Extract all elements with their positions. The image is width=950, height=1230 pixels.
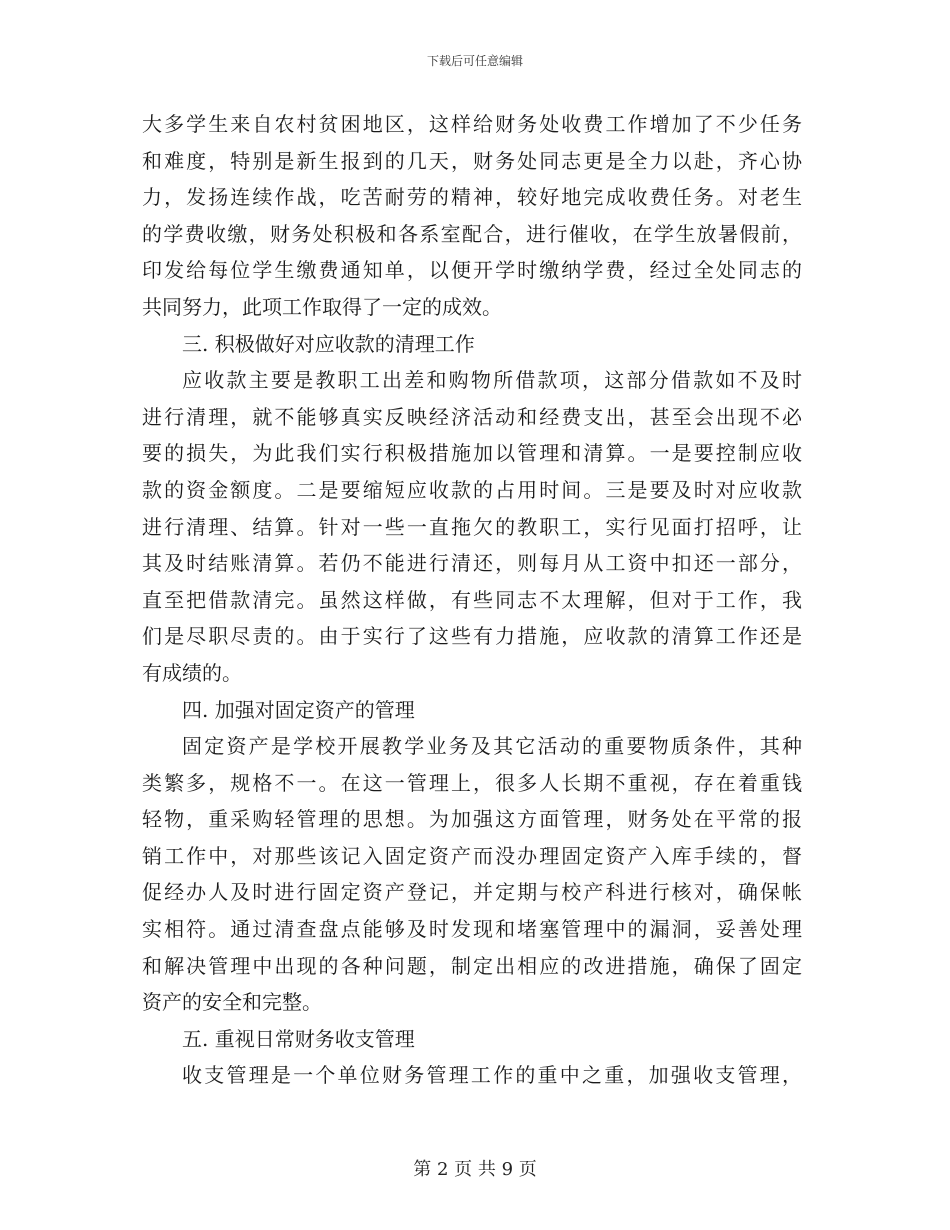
page-header: 下载后可任意编辑 [426,54,523,68]
text-line: 其及时结账清算。若仍不能进行清还，则每月从工资中扣还一部分， [142,551,802,576]
text-line: 三. 积极做好对应收款的清理工作 [182,331,475,356]
text-line: 促经办人及时进行固定资产登记，并定期与校产科进行核对，确保帐 [142,880,802,905]
text-line: 轻物，重采购轻管理的思想。为加强这方面管理，财务处在平常的报 [142,807,802,832]
text-line: 们是尽职尽责的。由于实行了这些有力措施，应收款的清算工作还是 [142,624,802,649]
text-line: 类繁多，规格不一。在这一管理上，很多人长期不重视，存在着重钱 [142,770,802,795]
text-line: 应收款主要是教职工出差和购物所借款项，这部分借款如不及时 [182,368,802,393]
text-line: 印发给每位学生缴费通知单，以便开学时缴纳学费，经过全处同志的 [142,258,802,283]
text-line: 和解决管理中出现的各种问题，制定出相应的改进措施，确保了固定 [142,953,802,978]
document-body [142,106,802,1094]
text-line: 资产的安全和完整。 [142,990,322,1015]
text-line: 进行清理，就不能够真实反映经济活动和经费支出，甚至会出现不必 [142,404,802,429]
text-line: 收支管理是一个单位财务管理工作的重中之重，加强收支管理， [182,1063,802,1088]
text-line: 要的损失，为此我们实行积极措施加以管理和清算。一是要控制应收 [142,441,802,466]
text-line: 进行清理、结算。针对一些一直拖欠的教职工，实行见面打招呼，让 [142,514,802,539]
text-line: 销工作中，对那些该记入固定资产而没办理固定资产入库手续的，督 [142,843,802,868]
text-line: 五. 重视日常财务收支管理 [182,1026,415,1051]
text-line: 四. 加强对固定资产的管理 [182,697,415,722]
text-line: 和难度，特别是新生报到的几天，财务处同志更是全力以赴，齐心协 [142,148,802,173]
text-line: 有成绩的。 [142,660,242,685]
page-footer: 第 2 页 共 9 页 [413,1159,537,1180]
text-line: 大多学生来自农村贫困地区，这样给财务处收费工作增加了不少任务 [142,112,802,136]
text-line: 款的资金额度。二是要缩短应收款的占用时间。三是要及时对应收款 [142,477,802,502]
text-line: 直至把借款清完。虽然这样做，有些同志不太理解，但对于工作，我 [142,587,802,612]
text-line: 实相符。通过清查盘点能够及时发现和堵塞管理中的漏洞，妥善处理 [142,917,802,942]
text-line: 的学费收缴，财务处积极和各系室配合，进行催收，在学生放暑假前， [142,221,802,246]
text-line: 力，发扬连续作战，吃苦耐劳的精神，较好地完成收费任务。对老生 [142,185,802,210]
text-line: 固定资产是学校开展教学业务及其它活动的重要物质条件，其种 [182,734,802,759]
text-line: 共同努力，此项工作取得了一定的成效。 [142,294,502,319]
